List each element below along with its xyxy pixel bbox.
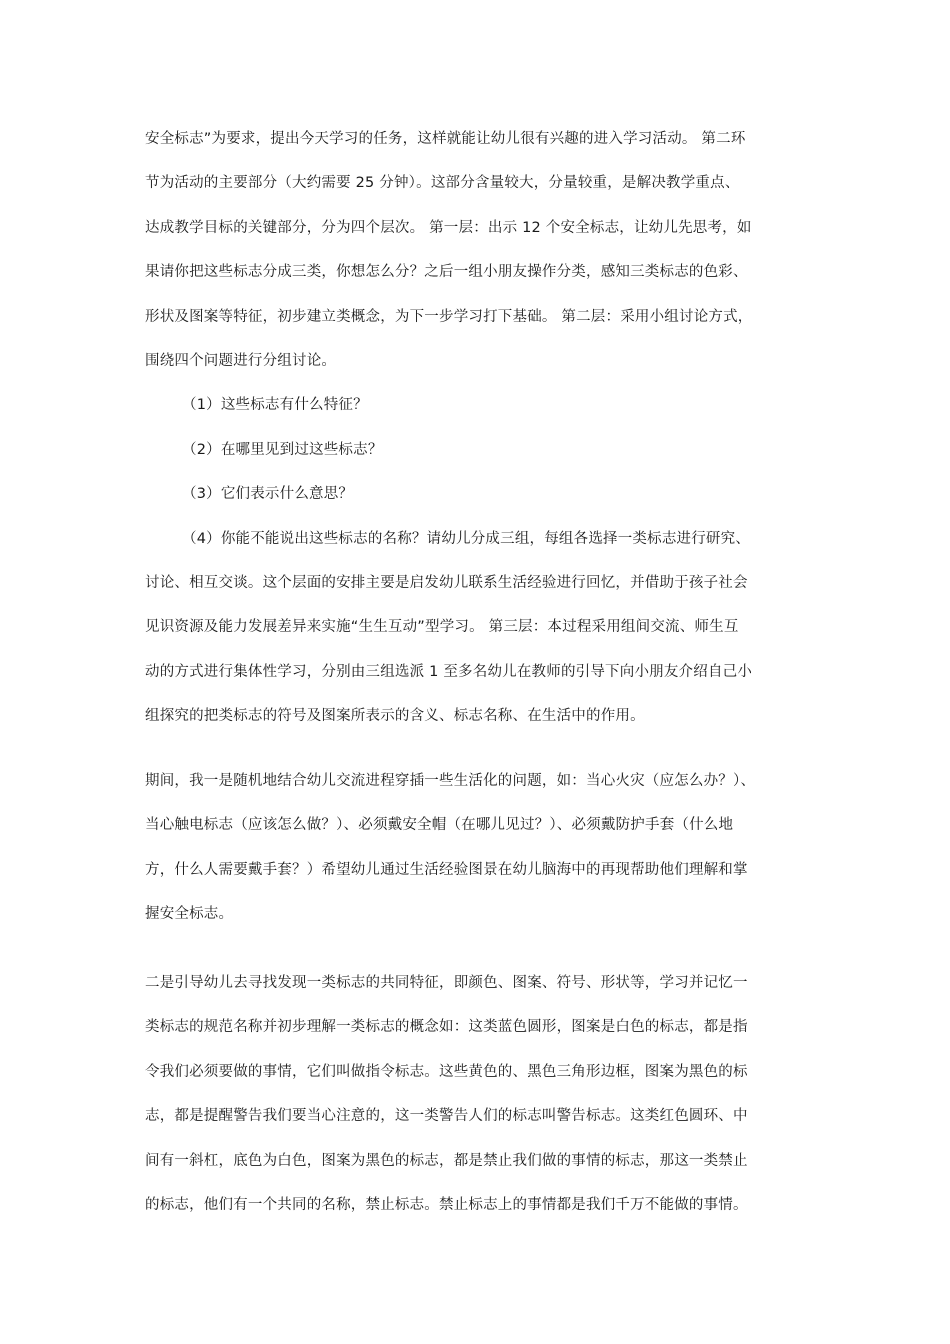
text-line: 方，什么人需要戴手套？）希望幼儿通过生活经验图景在幼儿脑海中的再现帮助他们理解和掌: [145, 861, 748, 878]
text-line: 达成教学目标的关键部分，分为四个层次。 第一层：出示 12 个安全标志，让幼儿先思考，如: [145, 219, 752, 236]
text-line: 讨论、相互交谈。这个层面的安排主要是启发幼儿联系生活经验进行回忆，并借助于孩子社会: [145, 574, 748, 591]
question-item: （2）在哪里见到过这些标志？: [182, 441, 383, 458]
text-line: 形状及图案等特征，初步建立类概念，为下一步学习打下基础。 第二层：采用小组讨论方式，: [145, 308, 753, 325]
paragraph-sign-categories: [145, 961, 815, 1227]
text-line: 围绕四个问题进行分组讨论。: [145, 352, 337, 369]
text-line: 当心触电标志（应该怎么做？）、必须戴安全帽（在哪儿见过？）、必须戴防护手套（什么地: [145, 817, 734, 834]
text-line: 组探究的把类标志的符号及图案所表示的含义、标志名称、在生活中的作用。: [145, 708, 645, 725]
text-line: 握安全标志。: [145, 906, 234, 923]
text-line: 动的方式进行集体性学习，分别由三组选派 1 至多名幼儿在教师的引导下向小朋友介绍自己小: [145, 663, 753, 680]
text-line: 间有一斜杠，底色为白色，图案为黑色的标志，都是禁止我们做的事情的标志，那这一类禁止: [145, 1152, 748, 1169]
text-line: 令我们必须要做的事情，它们叫做指令标志。这些黄色的、黑色三角形边框，图案为黑色的标: [145, 1063, 748, 1080]
text-line: 节为活动的主要部分（大约需要 25 分钟）。这部分含量较大，分量较重，是解决教学重点、: [145, 175, 740, 192]
paragraph-activity-process: [145, 117, 815, 738]
text-line: 果请你把这些标志分成三类，你想怎么分？之后一组小朋友操作分类，感知三类标志的色彩、: [145, 264, 748, 281]
text-line: 期间，我一是随机地结合幼儿交流进程穿插一些生活化的问题，如：当心火灾（应怎么办？）、: [145, 773, 756, 789]
text-line: 二是引导幼儿去寻找发现一类标志的共同特征，即颜色、图案、符号、形状等，学习并记忆一: [145, 975, 748, 991]
text-line: 见识资源及能力发展差异来实施“生生互动”型学习。 第三层：本过程采用组间交流、师生互: [145, 619, 739, 636]
question-item: （3）它们表示什么意思？: [182, 486, 354, 503]
question-item: （4）你能不能说出这些标志的名称？请幼儿分成三组，每组各选择一类标志进行研究、: [182, 530, 751, 547]
paragraph-life-questions: [145, 759, 815, 937]
question-item: （1）这些标志有什么特征？: [182, 397, 368, 414]
text-line: 的标志，他们有一个共同的名称，禁止标志。禁止标志上的事情都是我们千万不能做的事情。: [145, 1196, 748, 1213]
text-line: 志，都是提醒警告我们要当心注意的，这一类警告人们的标志叫警告标志。这类红色圆环、中: [145, 1108, 748, 1125]
text-line: 安全标志”为要求，提出今天学习的任务，这样就能让幼儿很有兴趣的进入学习活动。 第二环: [145, 131, 746, 147]
text-line: 类标志的规范名称并初步理解一类标志的概念如：这类蓝色圆形，图案是白色的标志，都是指: [145, 1019, 748, 1036]
